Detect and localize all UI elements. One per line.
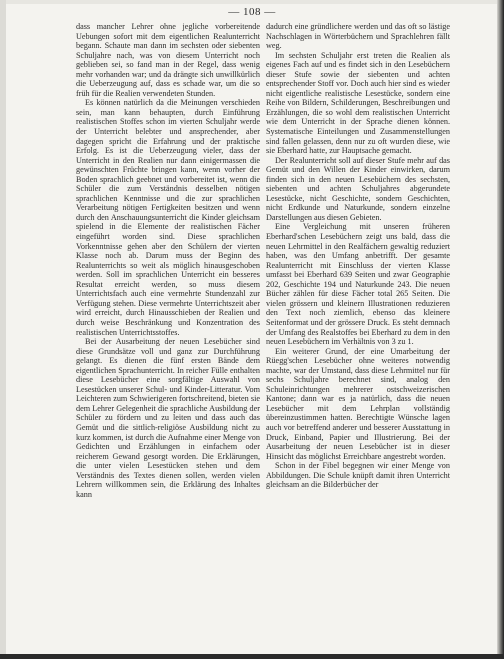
paragraph: Bei der Ausarbeitung der neuen Lesebücher sind diese Grundsätze voll und ganz zur Durchführung gelangt. Es dienen die fünf ersten Bände dem eigentlichen Sprachunterricht. In reicher Fülle enthalten diese Lesebücher eine sorgfältige Auswahl von Lesestücken unserer Schul- und Kinder-Litteratur. Vom Leichteren zum Schwierigeren fortschreitend, bieten sie dem Lehrer Gelegenheit die sprachliche Ausbildung der Schüler zu fördern und zu leiten und dass auch das Gemüt und die sittlich-religiöse Ausbildung nicht zu kurz kommen, ist durch die Aufnahme einer Menge von Gedichten und Erzählungen in einfachem oder reicherem Gewand gesorgt worden. Die Erklärungen, die unter vielen Lesestücken stehen und dem Verständnis des Textes dienen sollen, werden vielen Lehrern willkommen sein, die Erklärung des Inhaltes kann [76,337,260,499]
paragraph: Ein weiterer Grund, der eine Umarbeitung der Rüegg'schen Lesebücher ohne weiteres notwendig machte, war der Umstand, dass diese Lehrmittel nur für sechs Schuljahre berechnet sind, analog den Schuleinrichtungen mehrerer ostschweizerischen Kantone; dann war es ja natürlich, dass die neuen Lesebücher mit dem Lehrplan vollständig übereinzustimmen hatten. Berechtigte Wünsche lagen auch vor betreffend anderer und besserer Ausstattung in Druck, Einband, Papier und Illustrierung. Bei der Ausarbeitung der neuen Lesebücher ist in dieser Hinsicht das möglichst Erreichbare angestrebt worden. [266,346,450,461]
scan-bottom-border [0,654,504,659]
right-text-column [266,22,450,490]
left-text-column [76,22,260,499]
paragraph: dass mancher Lehrer ohne jegliche vorbereitende Uebungen sofort mit dem eigentlichen Realunterricht begann. Schaute man dann im sechsten oder siebenten Schuljahre nach, was von diesem Unterricht noch geblieben sei, so fand man in der Regel, dass wenig mehr vorhanden war; und da drängte sich unwillkürlich die Ueberzeugung auf, dass es schade war, um die so früh für die Realien verwendeten Stunden. [76,22,260,98]
paragraph: Im sechsten Schuljahr erst treten die Realien als eigenes Fach auf und es findet sich in den Lesebüchern dieser Stufe sowie der siebenten und achten entsprechender Stoff vor. Doch auch hier sind es wieder nicht eigentliche realistische Lesestücke, sondern eine Reihe von Bildern, Schilderungen, Beschreibungen und Erzählungen, die so wohl dem realistischen Unterricht wie dem Unterricht in der Sprache dienen können. Systematische Einteilungen und Zusammenstellungen sind fallen gelassen, denn nur zu oft wurden diese, wie sie Eberhard hatte, zur Hauptsache gemacht. [266,50,450,156]
paragraph: Es können natürlich da die Meinungen verschieden sein, man kann behaupten, durch Einführung realistischen Stoffes schon im vierten Schuljahr werde der Unterricht belebter und ansprechender, aber dagegen spricht die Erfahrung und der praktische Erfolg. Es ist die Ueberzeugung vieler, dass der Unterricht in den Realien nur dann einigermassen die gewünschten Früchte bringen kann, wenn vorher der Boden sprachlich geebnet und vorbereitet ist, wenn die Schüler die zum Verständnis desselben nötigen sprachlichen Kenntnisse und die zur sprachlichen Verarbeitung nötigen Fertigkeiten besitzen und wenn durch den Anschauungsunterricht die Kinder gleichsam spielend in die Elemente der realistischen Fächer eingeführt worden sind. Diese sprachlichen Vorkenntnisse gehen aber den Schülern der vierten Klasse noch ab. Darum muss der Beginn des Realunterrichts so weit als möglich hinausgeschoben werden. Soll im sprachlichen Unterricht ein besseres Resultat erreicht werden, so muss diesem Unterrichtsfach auch eine vermehrte Stundenzahl zur Verfügung stehen. Diese vermehrte Unterrichtszeit aber wird erreicht, durch Hinausschieben der Realien und durch weise Beschränkung und Konzentration des realistischen Unterrichtsstoffes. [76,98,260,337]
page-number: — 108 — [228,6,276,18]
paragraph: Schon in der Fibel begegnen wir einer Menge von Abbildungen. Die Schule knüpft damit ihren Unterricht gleichsam an die Bilderbücher der [266,461,450,490]
paragraph: dadurch eine gründlichere werden und das oft so lästige Nachschlagen in Wörterbüchern und Sprachlehren fällt weg. [266,22,450,51]
paragraph: Der Realunterricht soll auf dieser Stufe mehr auf das Gemüt und den Willen der Kinder einwirken, darum finden sich in den neuen Lesebüchern des sechsten, siebenten und achten Schuljahres abgerundete Lesestücke, nicht Geschichte, sondern Geschichten, nicht Erdkunde und Naturkunde, sondern einzelne Darstellungen aus diesen Gebieten. [266,155,450,222]
page-edge-shadow [497,0,504,659]
paragraph: Eine Vergleichung mit unseren früheren Eberhard'schen Lesebüchern zeigt uns bald, dass die neuen Lehrmittel in den Realfächern gewaltig reduziert haben, was den Umfang anbetrifft. Der gesamte Realunterricht mit Einschluss der vierten Klasse umfasst bei Eberhard 639 Seiten und zwar Geographie 202, Geschichte 194 und Naturkunde 243. Die neuen Bücher zählen für diese Fächer total 265 Seiten. Die vielen grössern und kleinern Illustrationen reduzieren den Text noch ziemlich, ebenso das kleinere Seitenformat und der grössere Druck. Es steht demnach der Umfang des Realstoffes bei Eberhard zu dem in den neuen Lesebüchern im Verhältnis von 3 zu 1. [266,222,450,347]
